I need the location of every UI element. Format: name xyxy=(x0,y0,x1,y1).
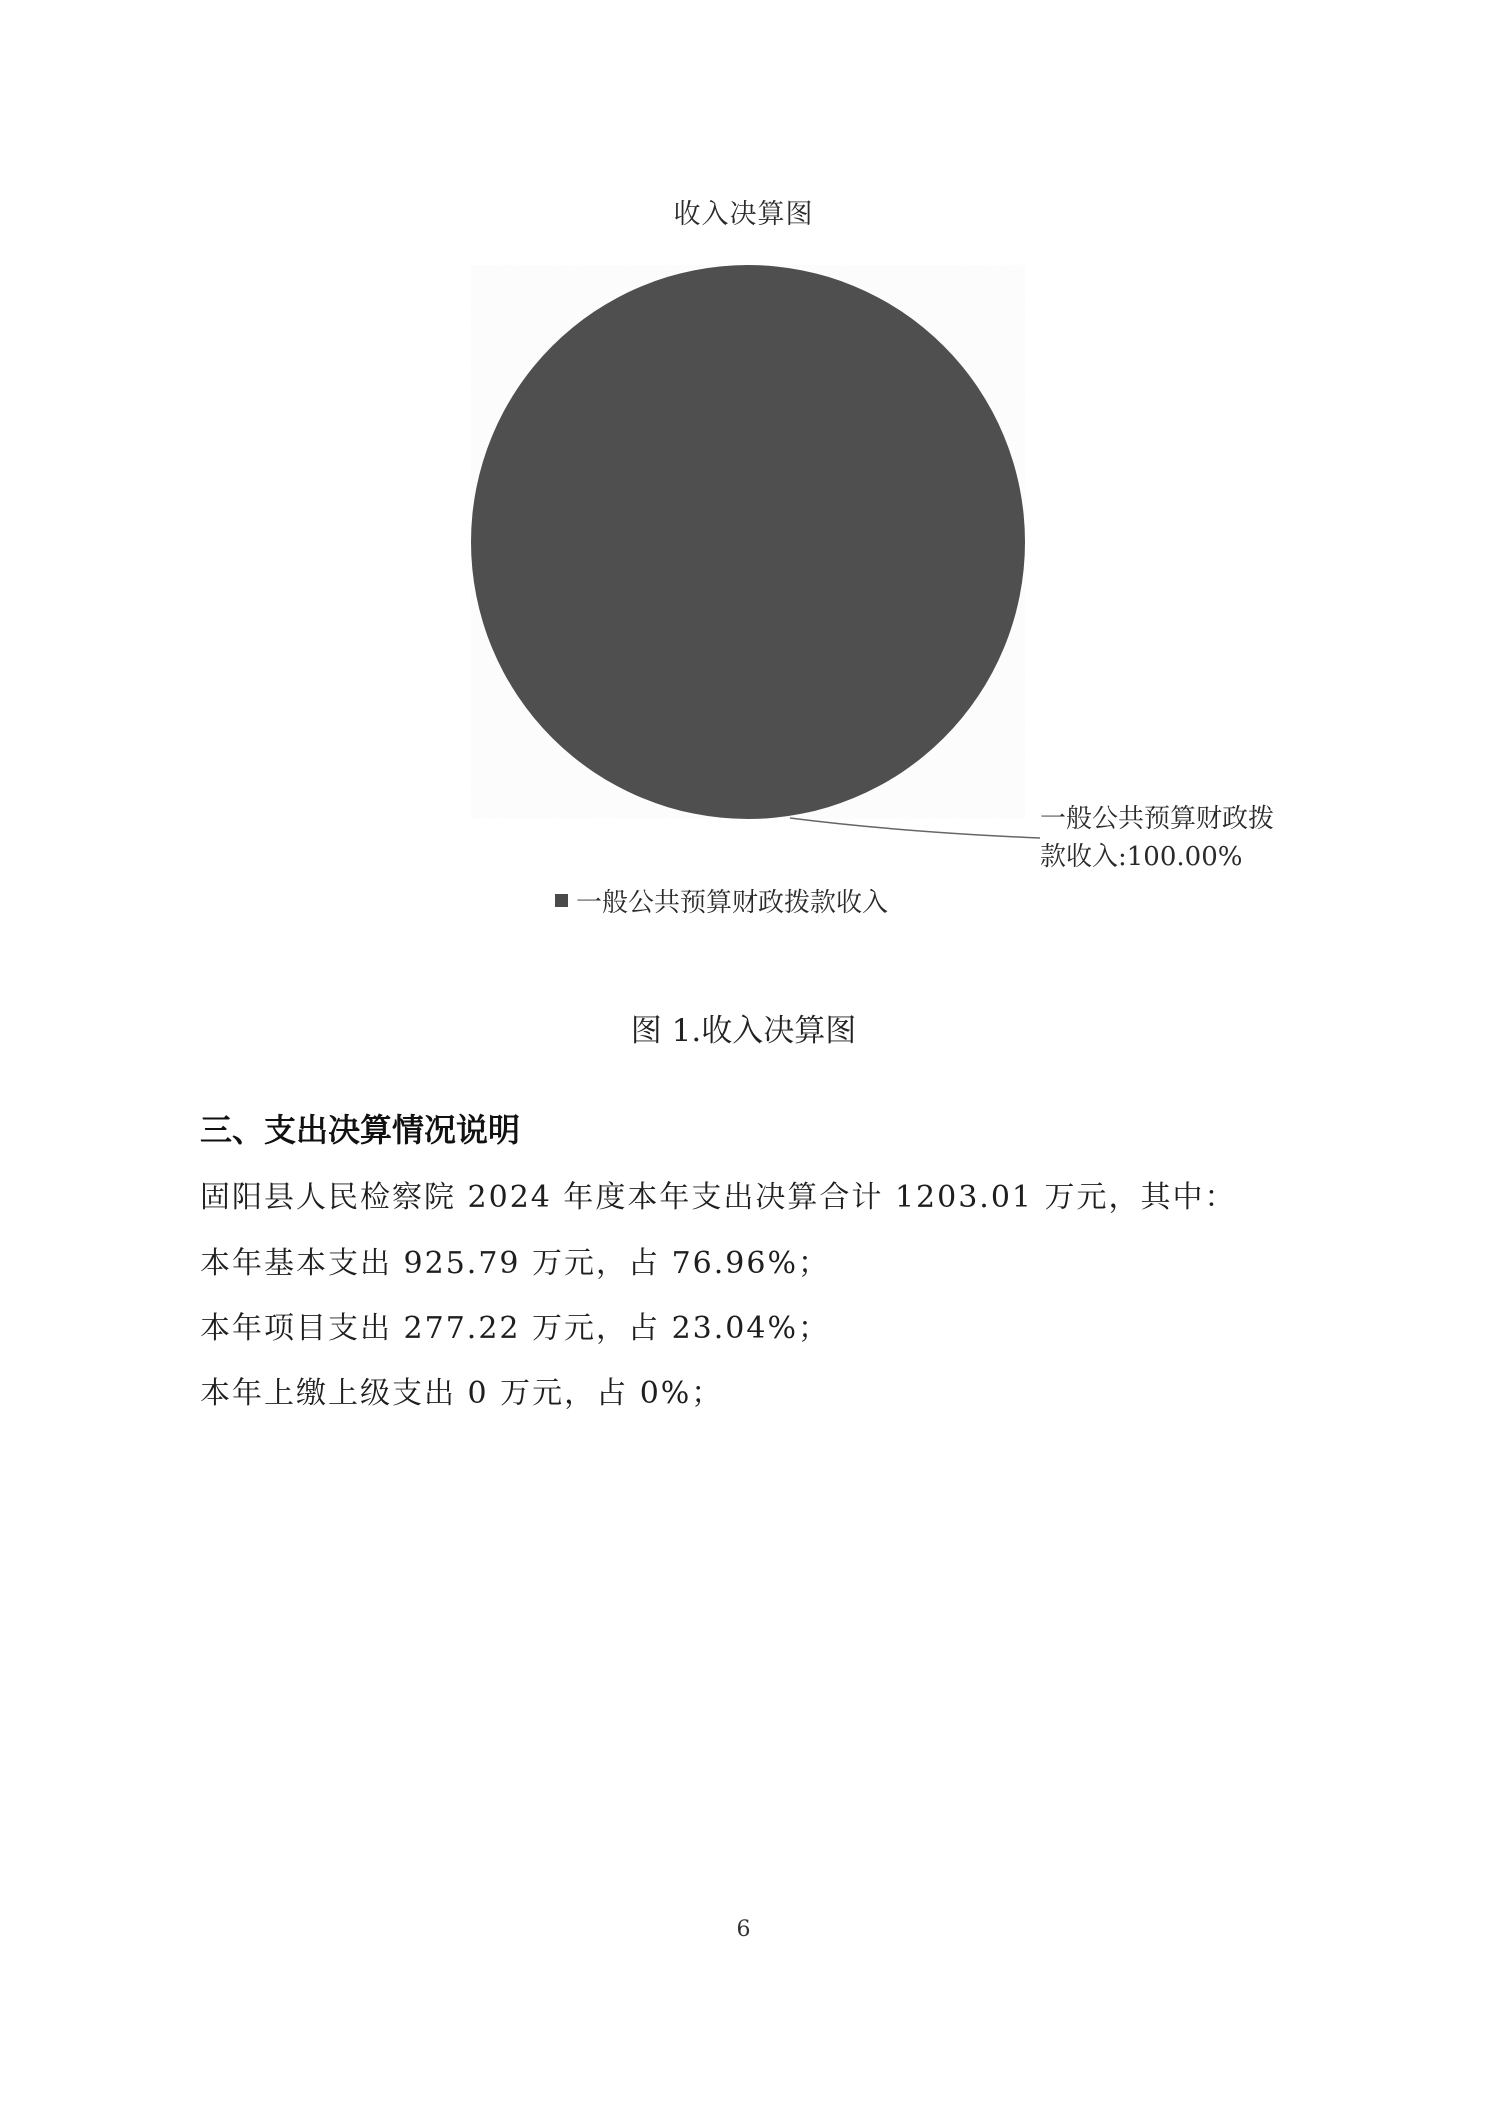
legend-label: 一般公共预算财政拨款收入 xyxy=(576,888,889,918)
pie-slices xyxy=(471,265,1025,819)
pie-slice-label-line2: 款收入:100.00% xyxy=(1040,842,1243,872)
pie-leader-line xyxy=(790,818,1040,838)
paragraph-project-expenditure: 本年项目支出 277.22 万元，占 23.04%； xyxy=(200,1311,830,1346)
pie-slice xyxy=(471,265,1025,819)
paragraph-superior-remittance: 本年上缴上级支出 0 万元，占 0%； xyxy=(200,1376,724,1411)
paragraph-total-expenditure: 固阳县人民检察院 2024 年度本年支出决算合计 1203.01 万元，其中： xyxy=(200,1180,1237,1215)
figure-caption: 图 1.收入决算图 xyxy=(630,1013,857,1049)
page-number: 6 xyxy=(736,1917,751,1942)
pie-slice-label-line1: 一般公共预算财政拨 xyxy=(1040,804,1275,834)
pie-slice-label xyxy=(1040,800,1340,876)
chart-title: 收入决算图 xyxy=(673,199,814,230)
section-heading: 三、支出决算情况说明 xyxy=(200,1111,521,1149)
paragraph-basic-expenditure: 本年基本支出 925.79 万元，占 76.96%； xyxy=(200,1246,830,1281)
legend-swatch xyxy=(555,894,568,907)
chart-legend xyxy=(555,882,888,919)
